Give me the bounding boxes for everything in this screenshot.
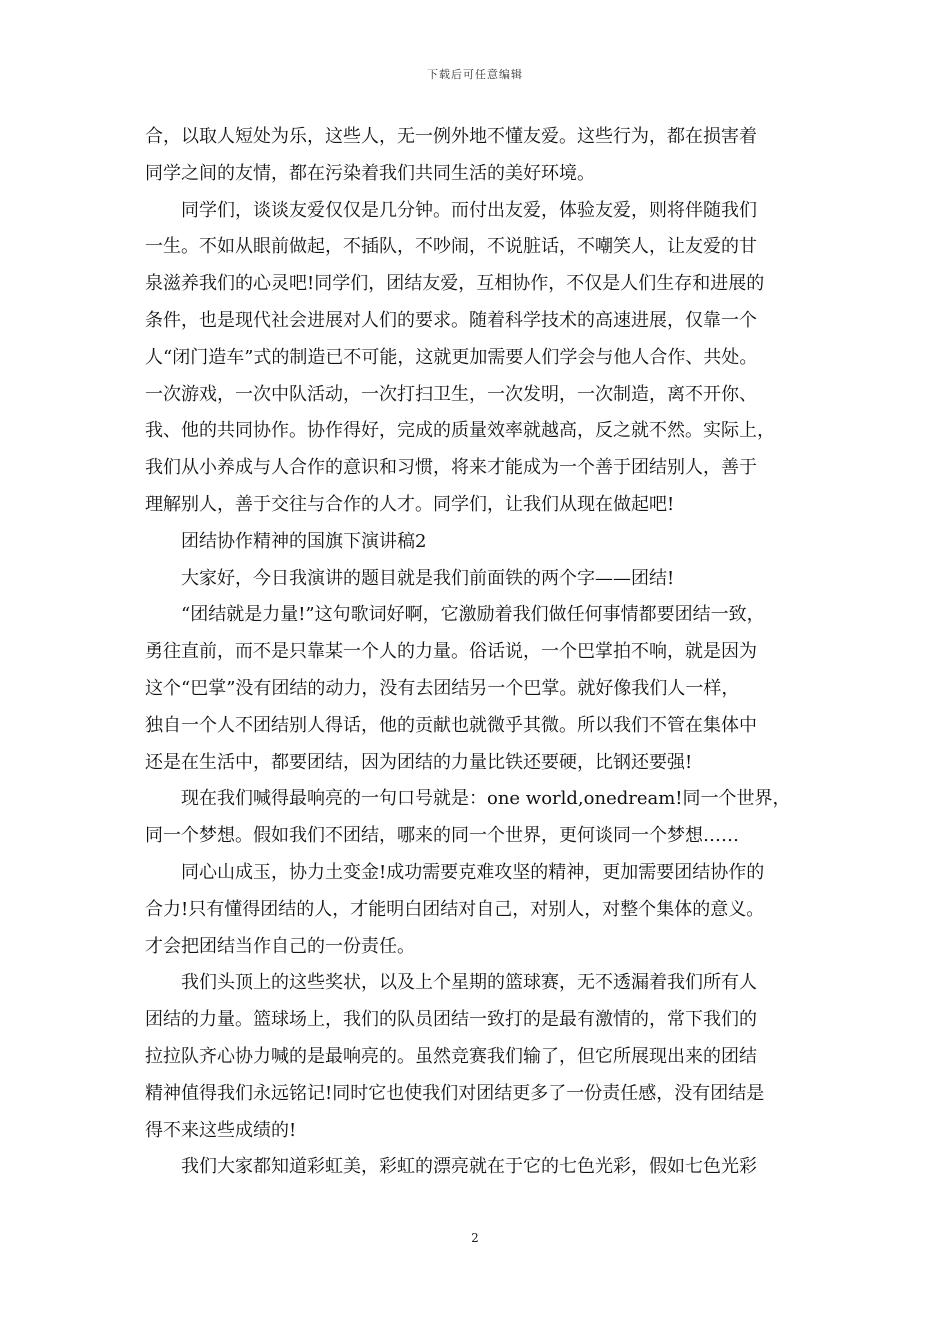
text-line: 我们大家都知道彩虹美，彩虹的漂亮就在于它的七色光彩，假如七色光彩 (145, 1156, 757, 1178)
page-header: 下载后可任意编辑 (427, 68, 523, 81)
text-line: 拉拉队齐心协力喊的是最响亮的。虽然竞赛我们输了，但它所展现出来的团结 (145, 1045, 757, 1067)
text-line: 合，以取人短处为乐，这些人，无一例外地不懂友爱。这些行为，都在损害着 (145, 126, 757, 147)
text-line: 我们从小养成与人合作的意识和习惯，将来才能成为一个善于团结别人，善于 (145, 457, 757, 479)
text-line: 我、他的共同协作。协作得好，完成的质量效率就越高，反之就不然。实际上， (145, 420, 775, 442)
text-line: 同一个梦想。假如我们不团结，哪来的同一个世界，更何谈同一个梦想…… (145, 825, 739, 847)
text-line: 一生。不如从眼前做起，不插队，不吵闹，不说脏话，不嘲笑人，让友爱的甘 (145, 236, 757, 258)
text-line: 同学之间的友情，都在污染着我们共同生活的美好环境。 (145, 162, 595, 184)
text-line: “团结就是力量!”这句歌词好啊，它激励着我们做任何事情都要团结一致， (145, 604, 765, 626)
text-line: 我们头顶上的这些奖状，以及上个星期的篮球赛，无不透漏着我们所有人 (145, 972, 757, 994)
text-line: 得不来这些成绩的! (145, 1119, 297, 1141)
text-line: 理解别人，善于交往与合作的人才。同学们，让我们从现在做起吧! (145, 493, 675, 515)
text-line: 大家好，今日我演讲的题目就是我们前面铁的两个字——团结! (145, 567, 675, 589)
text-line: 人“闭门造车”式的制造已不可能，这就更加需要人们学会与他人合作、共处。 (145, 346, 758, 368)
section-heading: 团结协作精神的国旗下演讲稿2 (145, 530, 427, 552)
text-line: 合力!只有懂得团结的人，才能明白团结对自己，对别人，对整个集体的意义。 (145, 898, 765, 920)
text-line: 一次游戏，一次中队活动，一次打扫卫生，一次发明，一次制造，离不开你、 (145, 383, 757, 405)
text-line: 同心山成玉，协力土变金!成功需要克难攻坚的精神，更加需要团结协作的 (145, 861, 765, 883)
text-line: 同学们，谈谈友爱仅仅是几分钟。而付出友爱，体验友爱，则将伴随我们 (145, 199, 757, 221)
text-line: 精神值得我们永远铭记!同时它也使我们对团结更多了一份责任感，没有团结是 (145, 1082, 765, 1104)
document-body (145, 119, 825, 1186)
text-line: 泉滋养我们的心灵吧!同学们，团结友爱，互相协作，不仅是人们生存和进展的 (145, 273, 765, 295)
text-line: 独自一个人不团结别人得话，他的贡献也就微乎其微。所以我们不管在集体中 (145, 714, 757, 736)
text-line: 还是在生活中，都要团结，因为团结的力量比铁还要硬，比钢还要强! (145, 751, 693, 773)
text-line: 团结的力量。篮球场上，我们的队员团结一致打的是最有激情的，常下我们的 (145, 1009, 757, 1031)
text-line: 现在我们喊得最响亮的一句口号就是：one world,onedream!同一个世界， (145, 788, 791, 810)
text-line: 才会把团结当作自己的一份责任。 (145, 935, 415, 957)
text-line: 勇往直前，而不是只靠某一个人的力量。俗话说，一个巴掌拍不响，就是因为 (145, 641, 757, 663)
text-line: 这个“巴掌”没有团结的动力，没有去团结另一个巴掌。就好像我们人一样， (145, 677, 740, 699)
page-number: 2 (471, 1231, 479, 1245)
text-line: 条件，也是现代社会进展对人们的要求。随着科学技术的高速进展，仅靠一个 (145, 309, 757, 331)
